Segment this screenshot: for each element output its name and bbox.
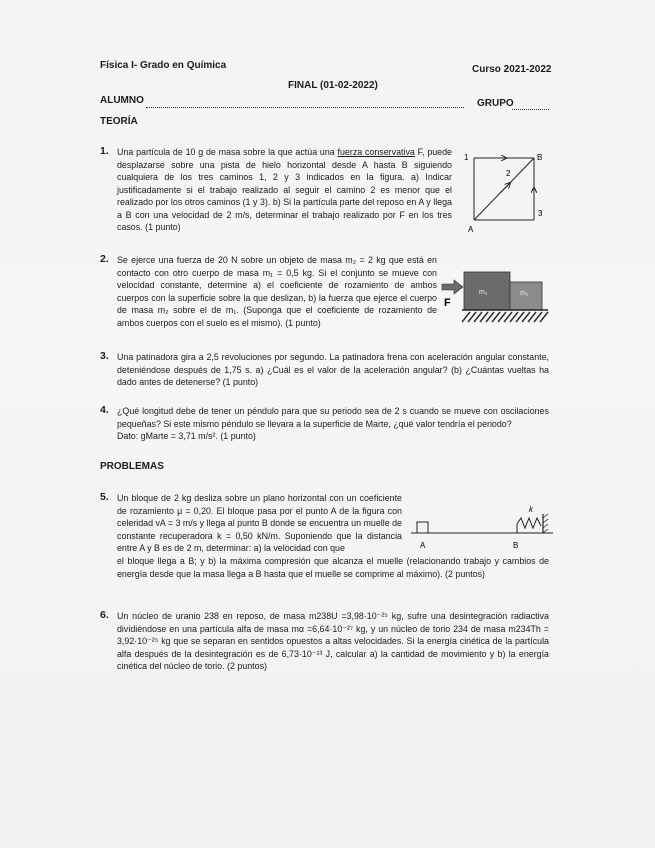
question-3-number: 3. xyxy=(100,350,109,362)
fig1-label-2: 2 xyxy=(506,169,511,178)
question-5-text-cont: el bloque llega a B; y b) la máxima compresión que alcanza el muelle (relacionando trabajo y cambios de energía desde que la masa llega a B hasta que el muelle se comprime al máximo). (2 puntos) xyxy=(117,556,549,579)
blocks-figure xyxy=(440,266,552,328)
block xyxy=(417,522,428,533)
section-theory: TEORÍA xyxy=(100,116,138,127)
question-5-number: 5. xyxy=(100,491,109,503)
fig1-label-3: 3 xyxy=(538,209,543,218)
question-6-number: 6. xyxy=(100,609,109,621)
student-name-line[interactable] xyxy=(146,107,464,108)
question-4-number: 4. xyxy=(100,404,109,416)
spring-figure xyxy=(405,500,553,556)
block-m2-label: m₂ xyxy=(479,289,488,296)
block-m1-label: m₁ xyxy=(520,290,529,297)
fig5-label-B: B xyxy=(513,541,519,550)
arrow-2 xyxy=(500,183,510,193)
section-problems: PROBLEMAS xyxy=(100,461,164,472)
fig1-label-1: 1 xyxy=(464,153,469,162)
paths-figure xyxy=(460,148,548,238)
course-title: Física I- Grado en Química xyxy=(100,60,227,71)
exam-title: FINAL (01-02-2022) xyxy=(288,80,378,91)
question-4-dato: Dato: gMarte = 3,71 m/s². (1 punto) xyxy=(117,431,256,441)
question-3-text: Una patinadora gira a 2,5 revoluciones por segundo. La patinadora frena con aceleración angular constante, deteniéndose después de 1,75 s. a) ¿Cuál es el valor de la aceleración angular? (b) ¿Cuántas vueltas ha dado antes de detenerse? (1 punto) xyxy=(117,352,549,387)
fig1-label-B: B xyxy=(537,153,543,162)
group-line[interactable] xyxy=(512,109,549,110)
question-1-text-a: Una partícula de 10 g de masa sobre la que actúa una xyxy=(117,147,338,157)
question-1-number: 1. xyxy=(100,145,109,157)
ground-hatch xyxy=(462,312,548,322)
fig5-label-A: A xyxy=(420,541,426,550)
student-label: ALUMNO xyxy=(100,95,144,106)
question-4-text: ¿Qué longitud debe de tener un péndulo para que su periodo sea de 2 s cuando se mueve con oscilaciones pequeñas? Si este mismo péndulo se llevara a la superficie de Marte, ¿qué valor tendría el periodo? xyxy=(117,406,549,429)
spring-label-k: k xyxy=(529,505,533,514)
question-1-text-b: F, puede desplazarse sobre una pista de hielo horizontal desde A hasta B siguiendo cualquiera de los tres caminos 1, 2 y 3 indicados en la figura. a) Indicar justificadamente si el trabajo realizado al seguir el camino 2 es menor que el realizado por los otros caminos (1 y 3). b) Si la partícula parte del reposo en A y llega a B con una velocidad de 2 m/s, determinar el trabajo realizado por F en los tres casos. (1 punto) xyxy=(117,147,452,232)
force-arrow-icon xyxy=(442,280,463,294)
question-5-text: Un bloque de 2 kg desliza sobre un plano horizontal con un coeficiente de rozamiento μ = 0,20. El bloque pasa por el punto A de la figura con celeridad vA = 3 m/s y llega al punto B donde se encuentra un muelle de constante recuperadora k = 0,50 kN/m. Suponiendo que la distancia entre A y B es de 2 m, determinar: a) la velocidad con que xyxy=(117,493,402,553)
wall-hatch xyxy=(543,514,548,533)
question-1-text xyxy=(117,146,452,234)
question-6-text: Un núcleo de uranio 238 en reposo, de masa m238U =3,98·10⁻²⁵ kg, sufre una desintegración radiactiva dividiéndose en una partícula alfa de masa mα =6,64·10⁻²⁷ kg, y un núcleo de torio 234 de masa m234Th = 3,92·10⁻²⁵ kg que se separan en sentidos opuestos a altas velocidades. Si la energía cinética de la partícula alfa después de la desintegración es de 6,73·10⁻¹³ J, calcular a) la cantidad de movimiento y b) la energía cinética del núcleo de torio. (2 puntos) xyxy=(117,611,549,671)
spring-icon xyxy=(517,518,541,528)
fig1-label-A: A xyxy=(468,225,474,234)
question-2-text: Se ejerce una fuerza de 20 N sobre un objeto de masa m₂ = 2 kg que está en contacto con otro cuerpo de masa m₁ = 0,5 kg. Si el conjunto se mueve con velocidad constante, determine a) el coeficiente de rozamiento de ambos cuerpos con la superficie sobre la que deslizan, b) la fuerza que ejerce el cuerpo de masa m₂ sobre el de m₁. (Suponga que el coeficiente de rozamiento de ambos cuerpos con el suelo es el mismo). (1 punto) xyxy=(117,255,437,328)
question-1-underlined: fuerza conservativa xyxy=(337,147,415,157)
academic-year: Curso 2021-2022 xyxy=(472,64,552,75)
question-2-number: 2. xyxy=(100,253,109,265)
force-label: F xyxy=(444,297,451,309)
group-label: GRUPO xyxy=(477,98,514,109)
